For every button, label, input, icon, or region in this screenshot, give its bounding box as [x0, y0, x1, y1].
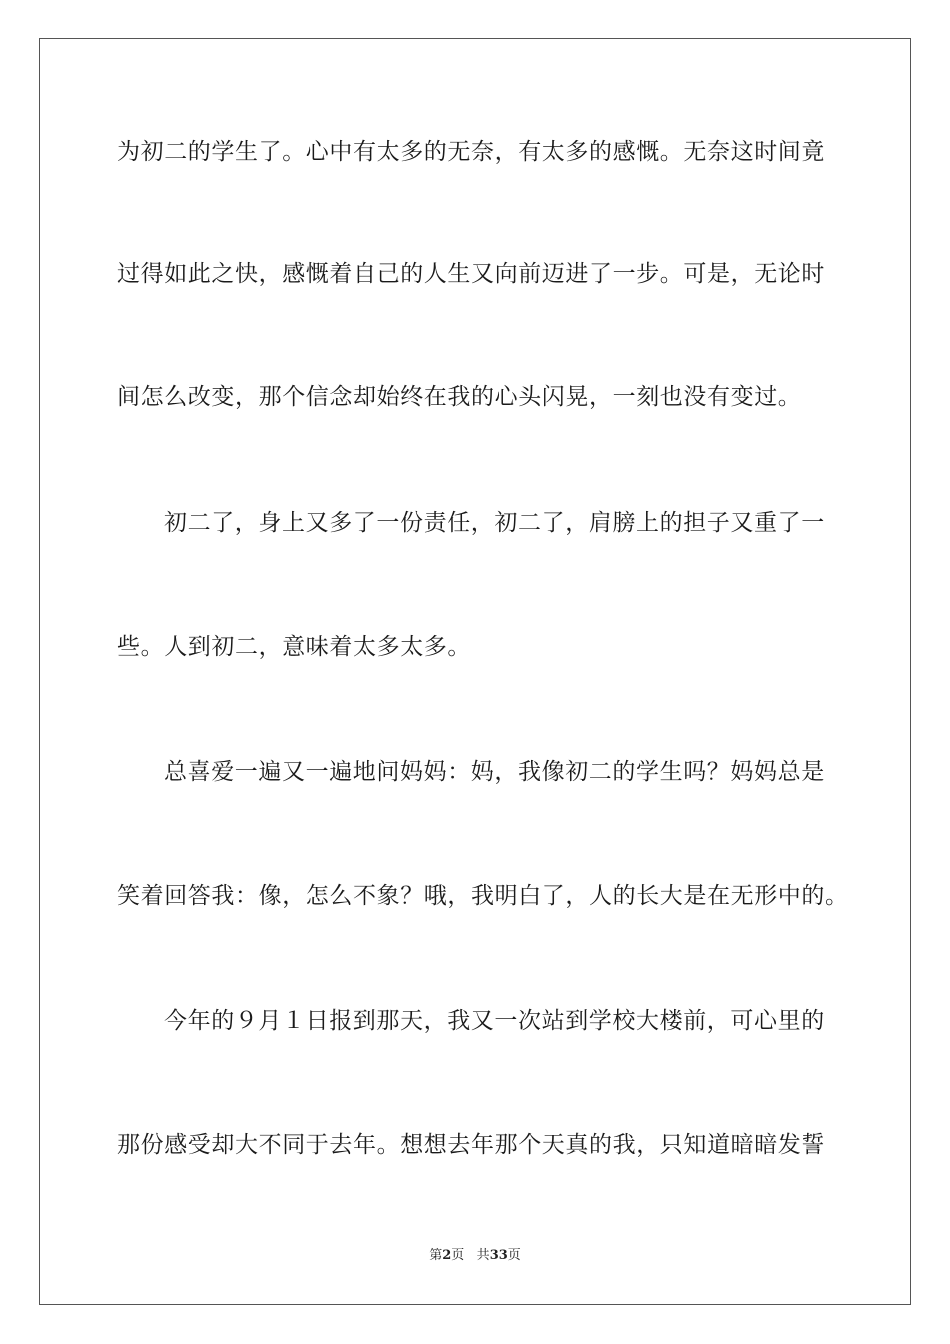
- text-line-2: 过得如此之快，感慨着自己的人生又向前迈进了一步。可是，无论时: [117, 261, 825, 287]
- text-line-5: 些。人到初二，意味着太多太多。: [117, 634, 471, 660]
- footer-total-suffix: 页: [507, 1248, 521, 1263]
- footer-page-number: 2: [442, 1248, 452, 1263]
- footer-page-suffix: 页: [451, 1248, 465, 1263]
- page-footer: [0, 1247, 950, 1265]
- text-line-4: 初二了，身上又多了一份责任，初二了，肩膀上的担子又重了一: [164, 510, 825, 536]
- text-line-9: 那份感受却大不同于去年。想想去年那个天真的我，只知道暗暗发誓: [117, 1132, 825, 1158]
- page-border: [39, 38, 911, 1305]
- text-line-1: 为初二的学生了。心中有太多的无奈，有太多的感慨。无奈这时间竟: [117, 139, 825, 165]
- text-line-7: 笑着回答我：像，怎么不象？哦，我明白了，人的长大是在无形中的。: [117, 883, 849, 909]
- text-line-6: 总喜爱一遍又一遍地问妈妈：妈，我像初二的学生吗？妈妈总是: [164, 759, 825, 785]
- footer-total-pages: 33: [489, 1248, 508, 1263]
- footer-total-prefix: 共: [476, 1248, 490, 1263]
- text-line-3: 间怎么改变，那个信念却始终在我的心头闪晃，一刻也没有变过。: [117, 384, 802, 410]
- text-line-8: 今年的９月１日报到那天，我又一次站到学校大楼前，可心里的: [164, 1008, 825, 1034]
- footer-page-prefix: 第: [429, 1248, 443, 1263]
